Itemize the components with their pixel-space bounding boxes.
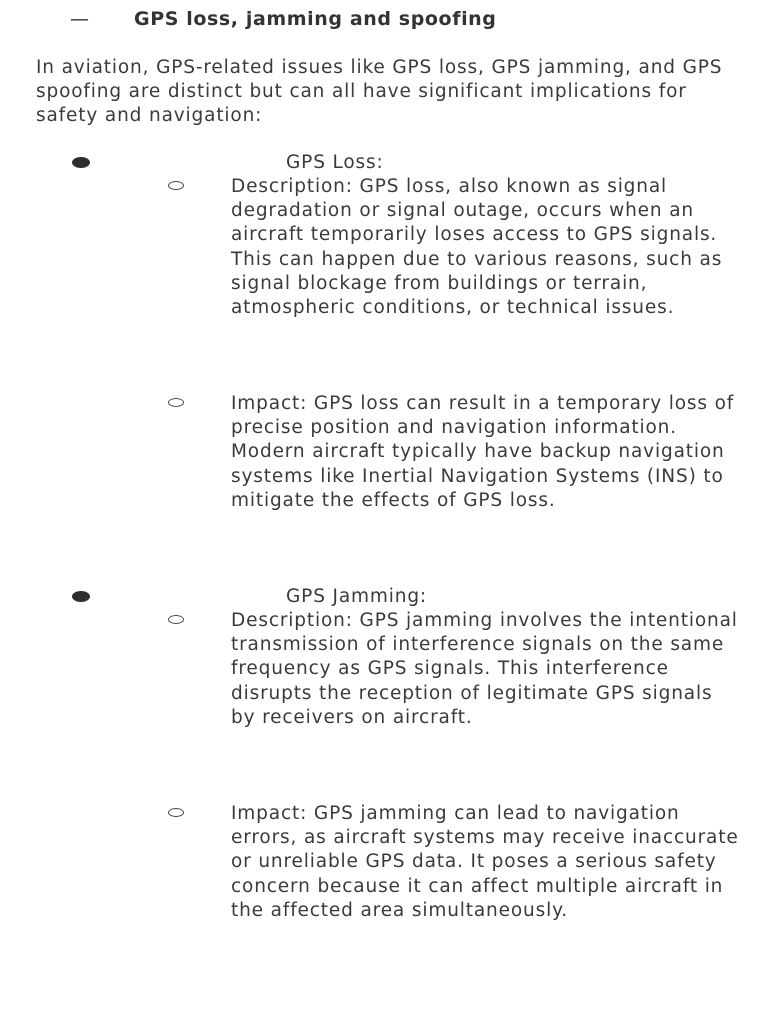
bullet-label: GPS Loss: — [286, 152, 384, 173]
bullet-item-gps-loss — [0, 151, 768, 175]
sub-item-text: Description: GPS loss, also known as signal degradation or signal outage, occurs when an aircraft temporarily loses access to GPS signals. This can happen due to various reasons, such as signal blockage from buildings or terrain, atmospheric conditions, or technical issues. — [231, 176, 723, 319]
intro-paragraph: In aviation, GPS-related issues like GPS loss, GPS jamming, and GPS spoofing are distinct but can all have significant implications for safety and navigation: — [36, 57, 723, 126]
hollow-bullet-icon — [168, 615, 184, 624]
bullet-label: GPS Jamming: — [286, 586, 427, 607]
filled-bullet-icon — [72, 157, 90, 168]
hollow-bullet-icon — [168, 181, 184, 190]
heading-dash: — — [70, 8, 89, 30]
heading-title: GPS loss, jamming and spoofing — [134, 8, 497, 30]
sub-item-text: Impact: GPS jamming can lead to navigation errors, as aircraft systems may receive inaccurate or unreliable GPS data. It poses a serious safety concern because it can affect multiple aircraft in the affected area simultaneously. — [231, 803, 739, 921]
sub-item-text: Impact: GPS loss can result in a temporary loss of precise position and navigation information. Modern aircraft typically have backup navigation systems like Inertial Navigation Systems (INS) to mitigate the effects of GPS loss. — [231, 393, 735, 511]
hollow-bullet-icon — [168, 398, 184, 407]
sub-item-text: Description: GPS jamming involves the intentional transmission of interference signals on the same frequency as GPS signals. This interference disrupts the reception of legitimate GPS signals by receivers on aircraft. — [231, 610, 738, 728]
bullet-item-gps-jamming — [0, 585, 768, 609]
hollow-bullet-icon — [168, 808, 184, 817]
section-heading — [70, 4, 497, 34]
filled-bullet-icon — [72, 591, 90, 602]
